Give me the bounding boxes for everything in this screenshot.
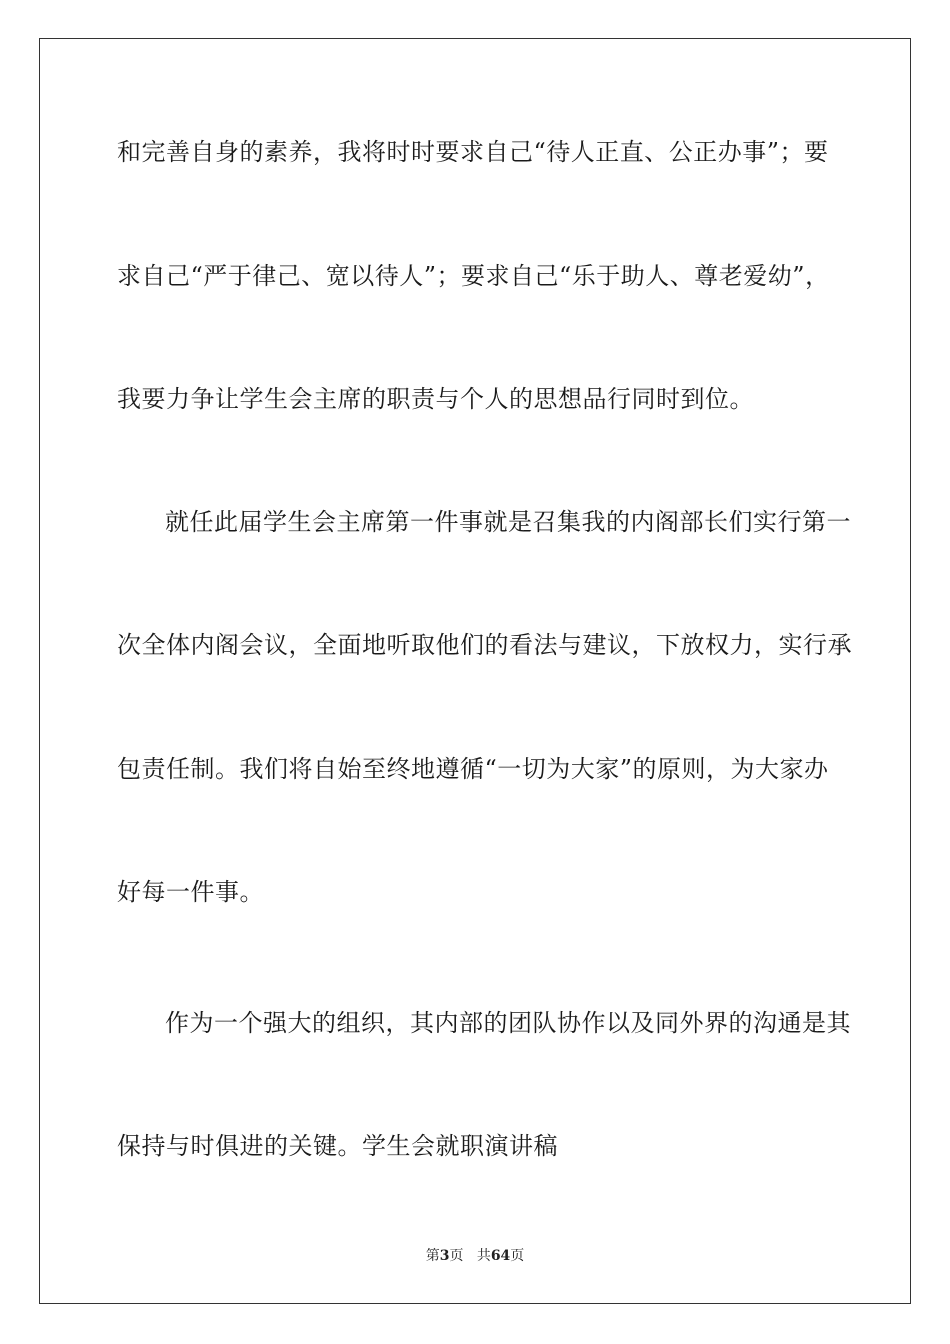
- body-line-2: 求自己“严于律己、宽以待人”；要求自己“乐于助人、尊老爱幼”，: [117, 262, 830, 290]
- footer-total-pages: 64: [490, 1248, 511, 1264]
- body-line-8: 作为一个强大的组织，其内部的团队协作以及同外界的沟通是其: [165, 1009, 851, 1037]
- footer-page-suffix: 页: [449, 1248, 464, 1264]
- footer-total-suffix: 页: [510, 1248, 525, 1264]
- body-line-3: 我要力争让学生会主席的职责与个人的思想品行同时到位。: [117, 385, 754, 413]
- body-line-7: 好每一件事。: [117, 878, 264, 906]
- body-line-4: 就任此届学生会主席第一件事就是召集我的内阁部长们实行第一: [165, 508, 851, 536]
- page-border: [39, 38, 911, 1304]
- body-line-1: 和完善自身的素养，我将时时要求自己“待人正直、公正办事”；要: [117, 138, 829, 166]
- page-footer: [0, 1247, 950, 1265]
- body-line-6: 包责任制。我们将自始至终地遵循“一切为大家”的原则，为大家办: [117, 755, 829, 783]
- body-line-5: 次全体内阁会议，全面地听取他们的看法与建议，下放权力，实行承: [117, 631, 852, 659]
- footer-page-prefix: 第: [425, 1248, 440, 1264]
- footer-total-prefix: 共: [476, 1248, 491, 1264]
- body-line-9: 保持与时俱进的关键。学生会就职演讲稿: [117, 1132, 558, 1160]
- footer-page-number: 3: [439, 1248, 450, 1264]
